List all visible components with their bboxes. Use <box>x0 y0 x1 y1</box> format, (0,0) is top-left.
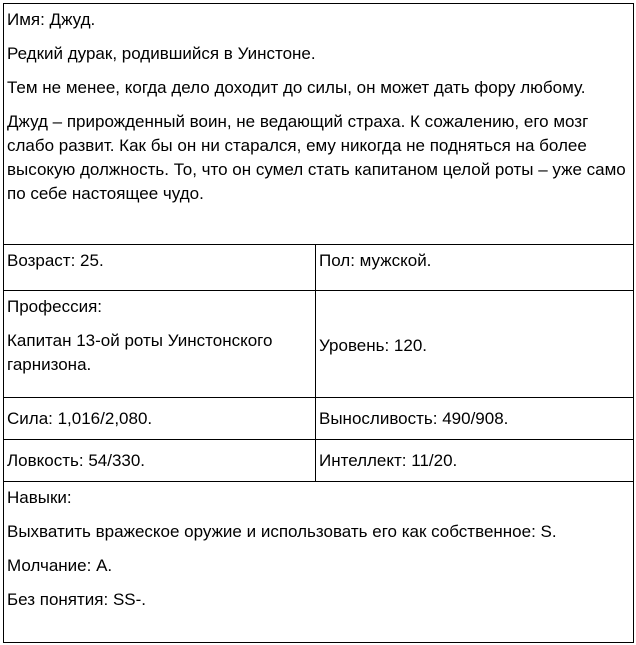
skills-label: Навыки: <box>7 488 72 507</box>
intellect-cell: Интеллект: 11/20. <box>316 440 634 482</box>
skill-item: Без понятия: SS-. <box>7 590 147 609</box>
level-cell: Уровень: 120. <box>316 291 634 398</box>
intro-line-1: Редкий дурак, родившийся в Уинстоне. <box>7 44 316 63</box>
character-name: Имя: Джуд. <box>7 10 96 29</box>
intro-description: Джуд – прирожденный воин, не ведающий страха. К сожалению, его мозг слабо развит. Как бы он ни старался, ему никогда не подняться на более высокую должность. То, что он сумел стать капитаном целой роты – уже само по себе настоящее чудо. <box>7 112 626 203</box>
age-gender-row <box>4 245 634 291</box>
character-sheet <box>3 3 633 642</box>
profession-cell <box>4 291 316 398</box>
skill-item: Молчание: A. <box>7 556 113 575</box>
strength-endurance-row <box>4 398 634 440</box>
agility-cell: Ловкость: 54/330. <box>4 440 316 482</box>
intro-line-2: Тем не менее, когда дело доходит до силы, он может дать фору любому. <box>7 78 586 97</box>
age-cell: Возраст: 25. <box>4 245 316 291</box>
endurance-cell: Выносливость: 490/908. <box>316 398 634 440</box>
agility-intellect-row <box>4 440 634 482</box>
gender-cell: Пол: мужской. <box>316 245 634 291</box>
skills-cell <box>4 482 634 643</box>
skill-item: Выхватить вражеское оружие и использовать его как собственное: S. <box>7 522 557 541</box>
character-table <box>3 3 634 643</box>
skills-row <box>4 482 634 643</box>
intro-cell <box>4 4 634 245</box>
strength-cell: Сила: 1,016/2,080. <box>4 398 316 440</box>
intro-row <box>4 4 634 245</box>
profession-label: Профессия: <box>7 297 102 316</box>
profession-level-row <box>4 291 634 398</box>
profession-value: Капитан 13-ой роты Уинстонского гарнизона. <box>7 331 273 374</box>
